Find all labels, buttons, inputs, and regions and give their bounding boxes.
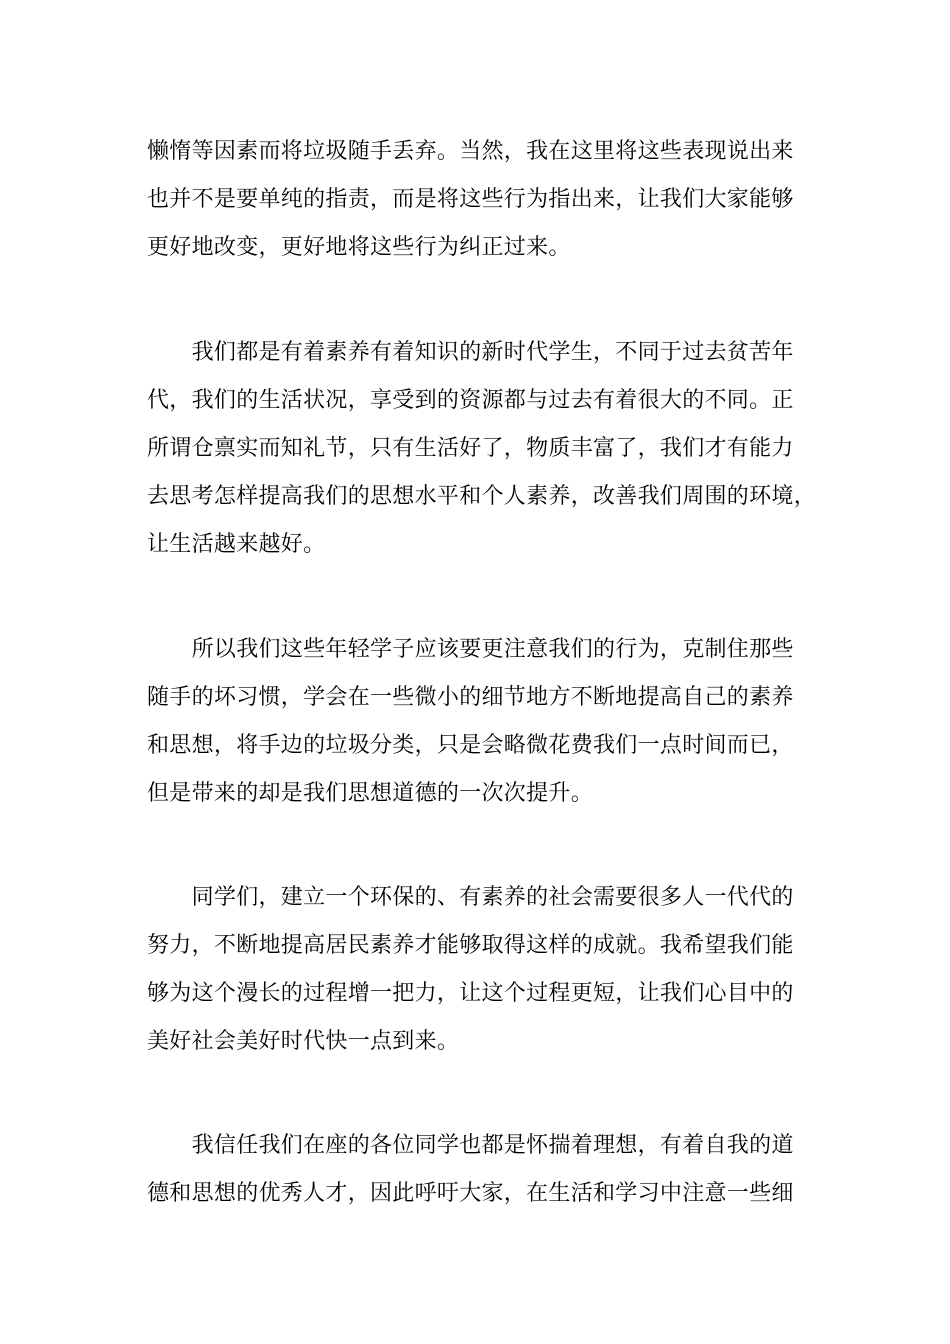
paragraph-4 xyxy=(147,874,827,1066)
text-line: 所以我们这些年轻学子应该要更注意我们的行为，克制住那些 xyxy=(147,637,794,662)
text-line: 随手的坏习惯，学会在一些微小的细节地方不断地提高自己的素养 xyxy=(147,685,794,710)
text-line: 让生活越来越好。 xyxy=(147,532,326,557)
text-line: 更好地改变，更好地将这些行为纠正过来。 xyxy=(147,235,571,260)
text-line: 我信任我们在座的各位同学也都是怀揣着理想，有着自我的道 xyxy=(147,1133,794,1158)
text-line: 和思想，将手边的垃圾分类，只是会略微花费我们一点时间而已， xyxy=(147,733,794,758)
text-line: 努力，不断地提高居民素养才能够取得这样的成就。我希望我们能 xyxy=(147,933,794,958)
paragraph-5 xyxy=(147,1122,827,1218)
text-line: 德和思想的优秀人才，因此呼吁大家，在生活和学习中注意一些细 xyxy=(147,1181,794,1206)
text-line: 但是带来的却是我们思想道德的一次次提升。 xyxy=(147,781,594,806)
paragraph-1 xyxy=(147,128,827,272)
text-line: 也并不是要单纯的指责，而是将这些行为指出来，让我们大家能够 xyxy=(147,187,794,212)
text-line: 代，我们的生活状况，享受到的资源都与过去有着很大的不同。正 xyxy=(147,388,794,413)
text-line: 同学们，建立一个环保的、有素养的社会需要很多人一代代的 xyxy=(147,885,794,910)
paragraph-3 xyxy=(147,626,827,818)
text-line: 我们都是有着素养有着知识的新时代学生，不同于过去贫苦年 xyxy=(147,340,794,365)
paragraph-2 xyxy=(147,329,827,569)
text-line: 所谓仓禀实而知礼节，只有生活好了，物质丰富了，我们才有能力 xyxy=(147,436,794,461)
text-line: 美好社会美好时代快一点到来。 xyxy=(147,1029,460,1054)
text-line: 去思考怎样提高我们的思想水平和个人素养，改善我们周围的环境， xyxy=(147,484,817,509)
text-line: 够为这个漫长的过程增一把力，让这个过程更短，让我们心目中的 xyxy=(147,981,794,1006)
text-line: 懒惰等因素而将垃圾随手丢弃。当然，我在这里将这些表现说出来 xyxy=(147,139,794,164)
